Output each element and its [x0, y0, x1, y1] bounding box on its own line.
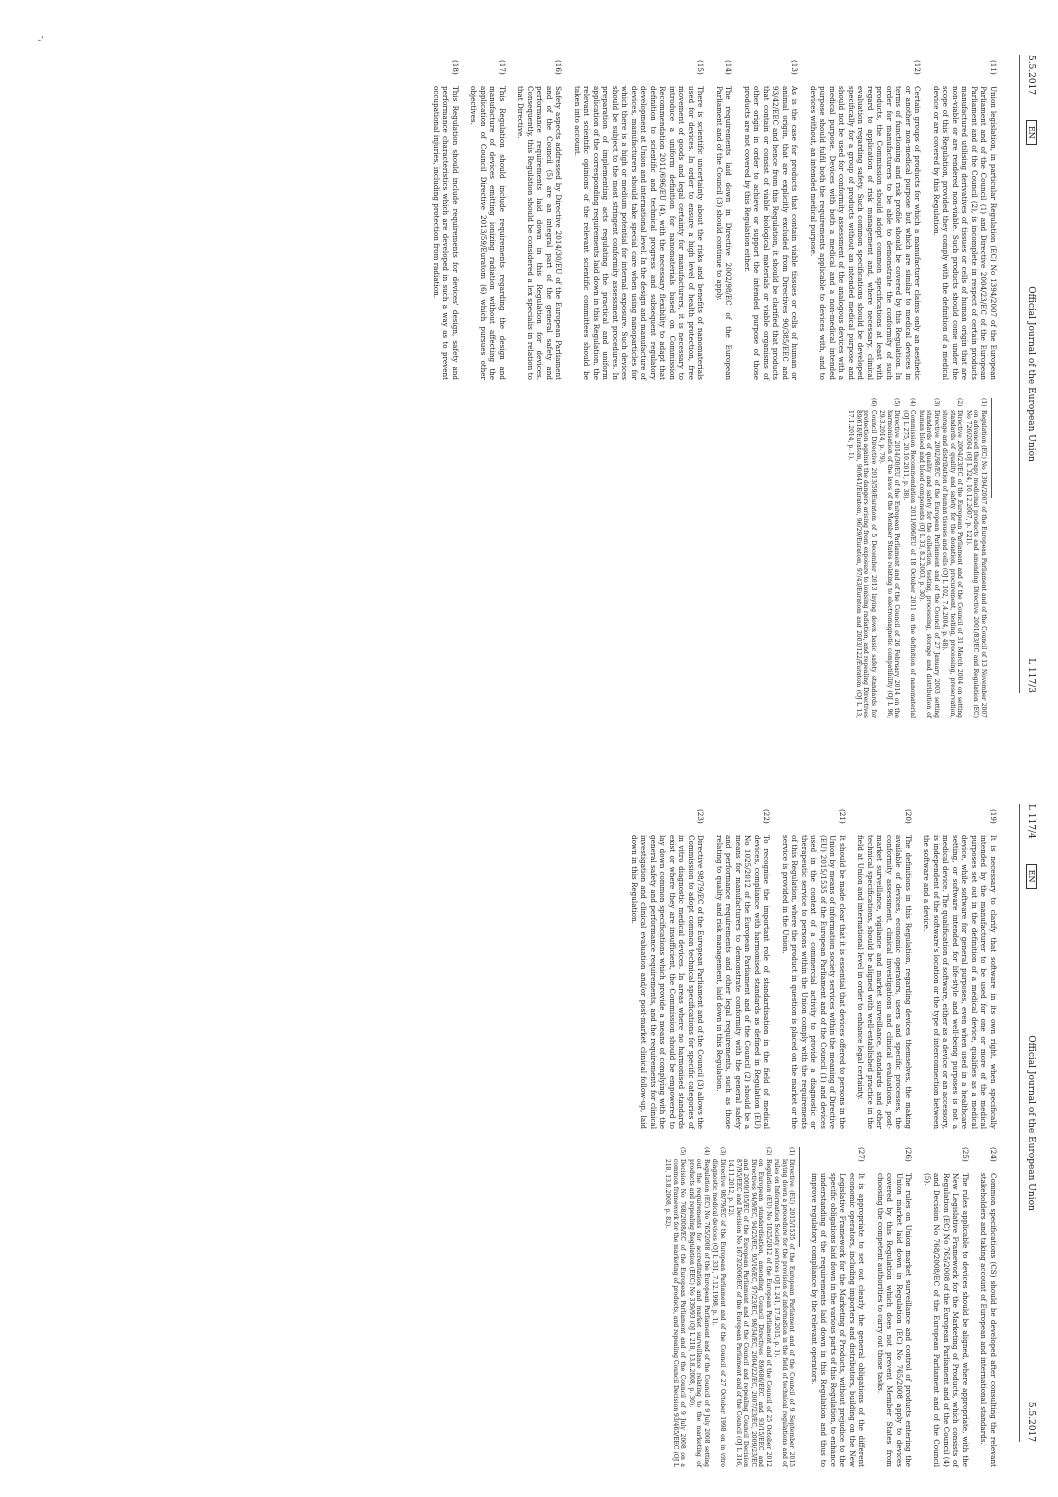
recital-text: It is necessary to clarify that software in its own right, when specifically intended by the manufacturer to be used for one or more of the medical purposes set out in the definition of a medical device, qualifies as a medical device, while software for general purposes, even when used in a healthcare setting, or software intended for life-style and well-being purposes is not a medical device. The qualification of software, either as a device or an accessory, is independent of the software's location or the type of interconnection between the software and a device. [922, 835, 998, 1129]
recital [923, 1147, 971, 1467]
recital-text: Directive 98/79/EC of the European Parliament and of the Council (3) allows the Commission to adopt common technical specifications for specific categories of in vitro diagnostic medical devices. In areas where no harmonised standards exist or where they are insufficient, the Commission should be empowered to lay down common specifications which provide a means of complying with the general safety and performance requirements, and the requirements for clinical investigation and clinical evaluation and/or post-market clinical follow-up, laid down in this Regulation. [630, 835, 706, 1129]
recital-number: (15) [696, 60, 706, 75]
header-date: 5.5.2017 [1026, 1401, 1036, 1442]
footnote-text: Directive 2002/98/EC of the European Parliament and of the Council of 27 January 2003 setting standards of quality and safety for the collection, testing, processing, storage and distribution of human blood and blood components (OJ L 33, 8.2.2003, p. 30). [918, 410, 940, 718]
recital [715, 809, 772, 1129]
recital [469, 60, 507, 380]
page-header [1019, 804, 1036, 1442]
footnote-divider [800, 1147, 801, 1247]
footnote-number: (3) [719, 1147, 726, 1156]
body-column [846, 398, 998, 718]
recital [809, 60, 923, 380]
footnote-number: (4) [703, 1147, 710, 1156]
recital-number: (11) [989, 60, 998, 75]
footnote-text: Regulation (EU) No 1025/2012 of the European Parliament and of the Council of 25 October 2012 on European standardisation, amending Council Directives 89/686/EEC and 93/15/EEC and Directives 94/9/EC, 94/25/EC, 95/16/EC, 97/23/EC, 98/34/EC, 2004/22/EC, 2007/23/EC, 2009/23/EC and 2009/105/EC of the European Parliament and of the Council and repealing Council Decision 87/95/EEC and Decision No 1673/2006/EC of the European Parliament and of the Council (OJ L 316, 14.11.2012, p. 12). [727, 1159, 772, 1467]
recital-text: As is the case for products that contain viable tissues or cells of human or animal origin, that are explicitly excluded from Directives 90/385/EEC and 93/42/EEC and hence from this Regulation, it should be clarified that products that contain or consist of viable biological materials or viable organisms of other origin in order to achieve or support the intended purpose of those products are not covered by this Regulation either. [743, 86, 800, 380]
footnote-number: (1) [788, 1147, 796, 1156]
recital [979, 1147, 998, 1467]
footnote-number: (3) [933, 398, 940, 407]
recital-number: (26) [904, 1147, 914, 1162]
footnote-number: (1) [980, 398, 987, 407]
recital-number: (25) [961, 1147, 970, 1162]
recital-text: To recognise the important role of standardisation in the field of medical devices, compliance with harmonised standards as defined in Regulation (EU) No 1025/2012 of the European Parliament and of the Council (2) should be a means for manufacturers to demonstrate conformity with the general safety and performance requirements and other legal requirements, such as those relating to quality and risk management, laid down in this Regulation. [715, 835, 772, 1129]
recital-text: Union legislation, in particular Regulation (EC) No 1394/2007 of the European Parliament and of the Council (1) and Directive 2004/23/EC of the European Parliament and of the Council (2), is incomplete in respect of certain products manufactured utilising derivatives of tissues or cells of human origin that are non-viable or are rendered non-viable. Such products should come under the scope of this Regulation, provided they comply with the definition of a medical device or are covered by this Regulation. [932, 86, 998, 380]
recital-text: The rules on Union market surveillance and control of products entering the Union market laid down in Regulation (EC) No 765/2008 apply to devices covered by this Regulation which does not prevent Member States from choosing the competent authorities to carry out those tasks. [876, 1173, 914, 1467]
language-badge: EN [1026, 864, 1037, 889]
recital [876, 1147, 914, 1467]
recital-number: (22) [762, 809, 772, 824]
footnote-text: Directive (EU) 2015/1535 of the European Parliament and of the Council of 9 September 2015 laying down a procedure for the provision of information in the field of technical regulations and of rules on Information Society services (OJ L 241, 17.9.2015, p. 1). [773, 1159, 796, 1467]
footnote [664, 1147, 687, 1467]
page-number: L 117/4 [1026, 804, 1036, 839]
recital [516, 60, 564, 380]
recital-text: The definitions in this Regulation, regarding devices themselves, the making available of devices, economic operators, users and specific processes, the conformity assessment, clinical investigations and clinical evaluations, post-market surveillance, vigilance and market surveillance, standards and other technical specifications, should be aligned with well-established practice in the field at Union and international level in order to enhance legal certainty. [856, 835, 913, 1129]
page-l117-4 [0, 749, 1058, 1497]
recital [856, 809, 913, 1129]
recital [432, 60, 461, 380]
recital-text: It should be made clear that it is essential that devices offered to persons in the Union by means of information society services within the meaning of Directive (EU) 2015/1535 of the European Parliament and of the Council (1) and devices used in the context of a commercial activity to provide a diagnostic or therapeutic service to persons within the Union comply with the requirements of this Regulation, where the product in question is placed on the market or the service is provided in the Union. [781, 835, 847, 1129]
footnote [941, 398, 964, 718]
page-rotated-content [0, 0, 1058, 748]
footnote-text: Directive 2014/30/EU of the European Parliament and of the Council of 26 February 2014 on the harmonisation of the laws of the Member States relating to electromagnetic compatibility (OJ L 96, 29.3.2014, p. 79). [878, 410, 901, 718]
footnote-text: Regulation (EC) No 1394/2007 of the European Parliament and of the Council of 13 November 2007 on advanced therapy medicinal products and amending Directive 2001/83/EC and Regulation (EC) No 726/2004 (OJ L 324, 10.12.2007, p. 121). [965, 410, 987, 718]
recital-number: (17) [498, 60, 507, 75]
recital-number: (23) [696, 809, 706, 824]
footnote [902, 398, 917, 718]
body-column [621, 809, 999, 1129]
footnote-number: (5) [679, 1147, 687, 1156]
footnote-text: Directive 2004/23/EC of the European Parliament and of the Council of 31 March 2004 on setting standards of quality and safety for the donation, procurement, testing, processing, preservation, storage and distribution of human tissues and cells (OJ L 102, 7.4.2004, p. 48). [941, 410, 964, 718]
journal-title: Official Journal of the European Union [1026, 1035, 1036, 1211]
page-rotated-content [0, 749, 1058, 1497]
recital-text: This Regulation should include requirements regarding the design and manufacture of devices emitting ionizing radiation without affecting the application of Council Directive 2013/59/Euratom (6) which pursues other objectives. [469, 86, 507, 380]
footnote-number: (6) [870, 398, 877, 407]
footnote [773, 1147, 796, 1467]
recital-number: (27) [857, 1147, 867, 1162]
footnote [878, 398, 901, 718]
recital-text: This Regulation should include requirements for devices' design, safety and performance characteristics which are developed in such a way as to prevent occupational injuries, including protection from radiation. [432, 86, 460, 380]
scan-mark: -' [38, 36, 44, 46]
footnote-number: (2) [956, 398, 964, 407]
recital-text: There is scientific uncertainty about the risks and benefits of nanomaterials used for devices. In order to ensure a high level of health protection, free movement of goods and legal certainty for manufacturers, it is necessary to introduce a uniform definition for nanomaterials based on Commission Recommendation 2011/696/EU (4), with the necessary flexibility to adapt that definition to scientific and technical progress and subsequent regulatory development at Union and international level. In the design and manufacture of devices, manufacturers should take special care when using nanoparticles for which there is a high or medium potential for internal exposure. Such devices should be subject to the most stringent conformity assessment procedures. In preparation of implementing acts regulating the practical and uniform application of the corresponding requirements laid down in this Regulation, the relevant scientific opinions of the relevant scientific committees should be taken into account. [573, 86, 706, 380]
recital-number: (21) [838, 809, 847, 824]
footnote-text: Directive 98/79/EC of the European Parliament and of the Council of 27 October 1998 on in vitro diagnostic medical devices (OJ L 331, 7.12.1998, p. 1). [711, 1159, 726, 1467]
footnote-text: Regulation (EC) No 765/2008 of the European Parliament and of the Council of 9 July 2008 setting out the requirements for accreditation and market surveillance relating to the marketing of products and repealing Regulation (EEC) No 339/93 (OJ L 218, 13.8.2008, p. 30). [688, 1159, 710, 1467]
recital [573, 60, 706, 380]
body-column [663, 1147, 998, 1467]
footnote-text: Decision No 768/2008/EC of the European Parliament and of the Council of 9 July 2008 on a common framework for the marketing of products, and repealing Council Decision 93/465/EEC (OJ L 218, 13.8.2008, p. 82). [664, 1159, 687, 1467]
recital-text: The requirements laid down in Directive 2002/98/EC of the European Parliament and of the Council (3) should continue to apply. [715, 86, 734, 380]
footnote [711, 1147, 726, 1467]
recital [781, 809, 848, 1129]
language-badge: EN [1026, 120, 1037, 145]
recital-text: Safety aspects addressed by Directive 2014/30/EU of the European Parliament and of the Council (5) are an integral part of the general safety and performance requirements laid down in this Regulation for devices. Consequently, this Regulation should be considered a lex specialis in relation to that Directive. [516, 86, 564, 380]
recital-number: (13) [790, 60, 800, 75]
page-l117-3 [0, 0, 1058, 748]
body-column [423, 60, 999, 380]
recital [715, 60, 734, 380]
recital [922, 809, 998, 1129]
footnote [727, 1147, 772, 1467]
recital-number: (19) [989, 809, 998, 824]
recital-number: (14) [724, 60, 734, 75]
recital-number: (24) [989, 1147, 998, 1162]
recital [630, 809, 706, 1129]
footnote-divider [991, 398, 992, 498]
footnote-number: (5) [893, 398, 901, 407]
recital [932, 60, 999, 380]
footnote [688, 1147, 711, 1467]
recital-text: It is appropriate to set out clearly the general obligations of the different economic operators, including importers and distributors, building on the New Legislative Framework for the Marketing of Products, without prejudice to the specific obligations laid down in the various parts of this Regulation, to enhance understanding of the requirements laid down in this Regulation and thus to improve regulatory compliance by the relevant operators. [810, 1173, 867, 1467]
footnote-text: Council Directive 2013/59/Euratom of 5 December 2013 laying down basic safety standards for protection against the dangers arising from exposure to ionising radiation, and repealing Directives 89/618/Euratom, 90/641/Euratom, 96/29/Euratom, 97/43/Euratom and 2003/122/Euratom (OJ L 13, 17.1.2014, p. 1). [847, 410, 877, 718]
header-date: 5.5.2017 [1026, 55, 1036, 96]
recital-number: (12) [913, 60, 923, 75]
page-number: L 117/3 [1026, 658, 1036, 693]
recital [743, 60, 800, 380]
footnote [965, 398, 988, 718]
recital-number: (16) [554, 60, 564, 75]
recital-text: The rules applicable to devices should be aligned, where appropriate, with the New Legislative Framework for the Marketing of Products, which consists of Regulation (EC) No 765/2008 of the European Parliament and of the Council (4) and Decision No 768/2008/EC of the European Parliament and of the Council (5). [923, 1173, 970, 1467]
recital [810, 1147, 867, 1467]
recital-number: (20) [904, 809, 913, 824]
footnote [847, 398, 877, 718]
recital-number: (18) [451, 60, 460, 75]
footnote-text: Commission Recommendation 2011/696/EU of 18 October 2011 on the definition of nanomaterial (OJ L 275, 20.10.2011, p. 38). [902, 410, 917, 718]
journal-title: Official Journal of the European Union [1026, 286, 1036, 462]
page-header [1019, 55, 1036, 693]
recital-text: Common specifications (CS) should be developed after consulting the relevant stakeholders and taking account of European and international standards. [979, 1173, 998, 1467]
recital-text: Certain groups of products for which a manufacturer claims only an aesthetic or another non-medical purpose but which are similar to medical devices in terms of functioning and risk profile should be covered by this Regulation. In order for manufacturers to be able to demonstrate the conformity of such products, the Commission should adopt common specifications at least with regard to application of risk management and, where necessary, clinical evaluation regarding safety. Such common specifications should be developed specifically for a group of products without an intended medical purpose and should not be used for conformity assessment of the analogous devices with a medical purpose. Devices with both a medical and a non-medical intended purpose should fulfil both the requirements applicable to devices with, and to devices without, an intended medical purpose. [809, 86, 923, 380]
footnote-number: (4) [909, 398, 917, 407]
footnote [918, 398, 941, 718]
footnote-number: (2) [765, 1147, 772, 1156]
